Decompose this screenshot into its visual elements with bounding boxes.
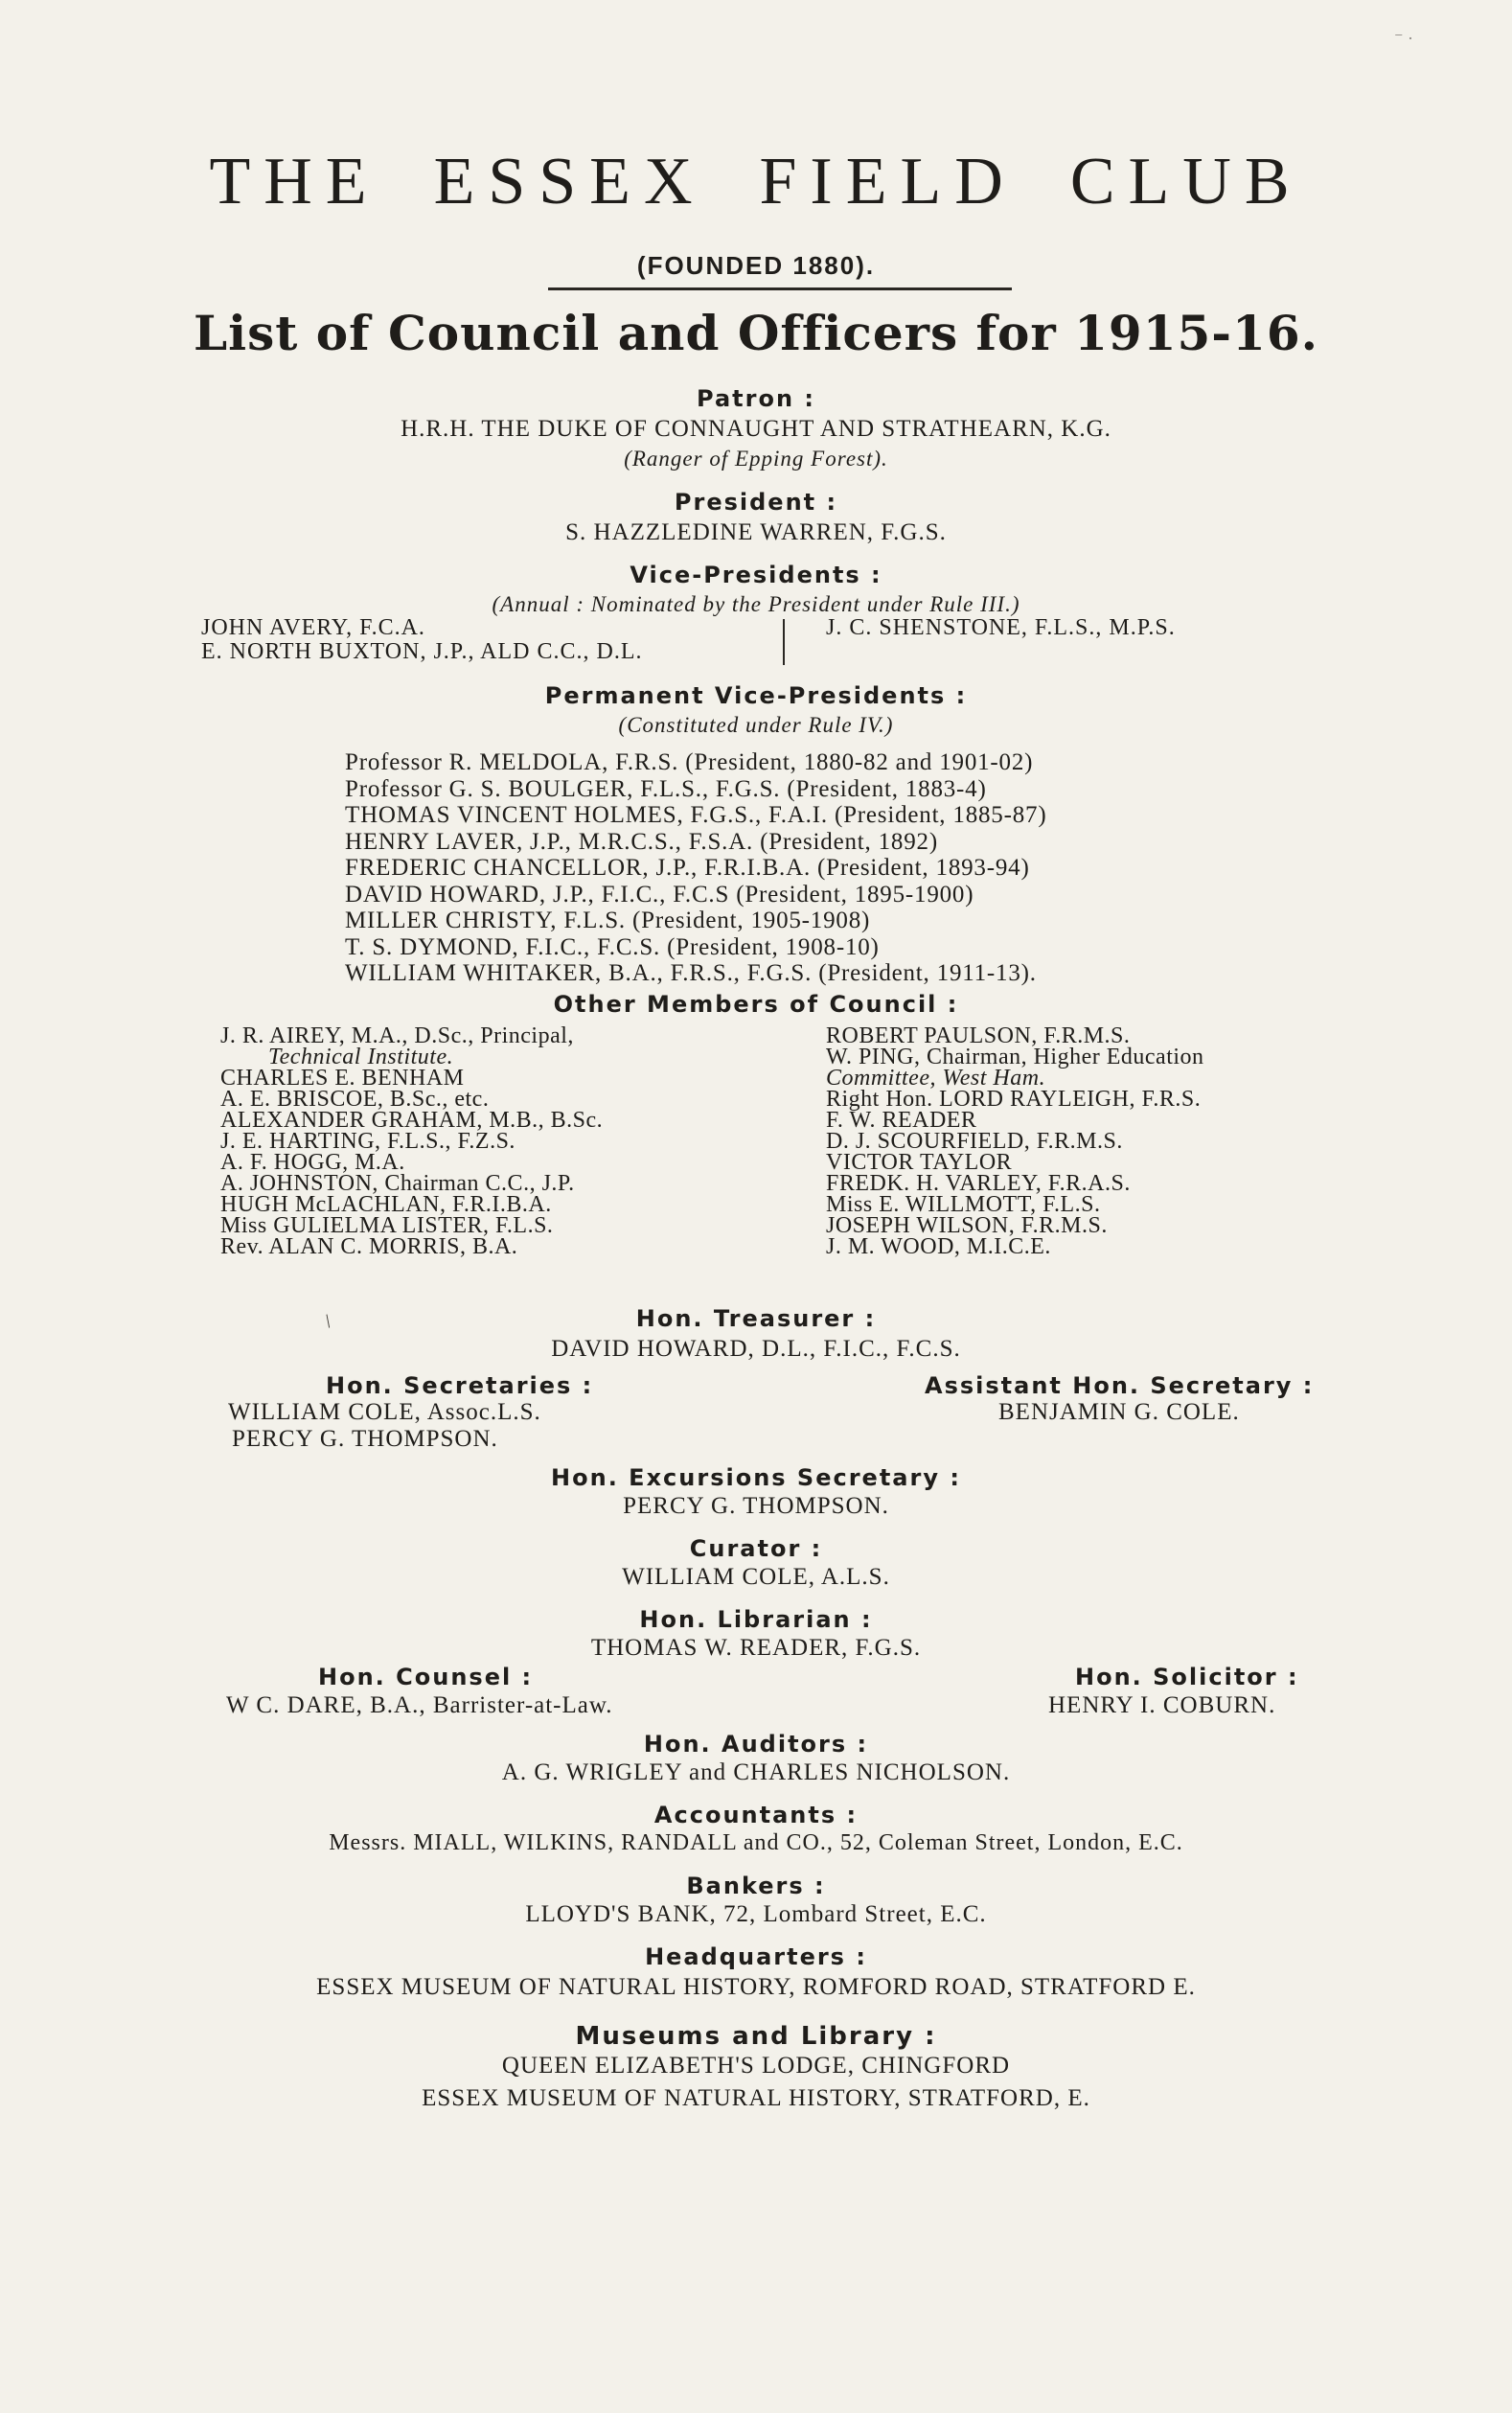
list-item: FREDK. H. VARLEY, F.R.A.S. bbox=[826, 1171, 1131, 1196]
founded-line: (FOUNDED 1880). bbox=[636, 251, 876, 280]
solicitor-name: HENRY I. COBURN. bbox=[1048, 1692, 1276, 1718]
secretary-name: PERCY G. THOMPSON. bbox=[232, 1426, 498, 1452]
counsel-heading: Hon. Counsel : bbox=[318, 1664, 534, 1690]
museum-name: ESSEX MUSEUM OF NATURAL HISTORY, STRATFORD, E. bbox=[422, 2085, 1090, 2111]
solicitor-heading: Hon. Solicitor : bbox=[1075, 1664, 1299, 1690]
list-item: Miss E. WILLMOTT, F.L.S. bbox=[826, 1192, 1101, 1217]
list-item: J. R. AIREY, M.A., D.Sc., Principal, bbox=[220, 1023, 574, 1048]
list-subtitle: List of Council and Officers for 1915-16. bbox=[193, 305, 1319, 361]
curator-heading: Curator : bbox=[689, 1535, 823, 1562]
list-item: VICTOR TAYLOR bbox=[826, 1150, 1013, 1175]
other-members-left bbox=[220, 1023, 604, 1259]
bankers-heading: Bankers : bbox=[686, 1873, 826, 1899]
permanent-vp-heading: Permanent Vice-Presidents : bbox=[544, 682, 968, 709]
title-divider bbox=[548, 287, 1012, 290]
vice-president-left: E. NORTH BUXTON, J.P., ALD C.C., D.L. bbox=[201, 639, 643, 664]
museums-heading: Museums and Library : bbox=[575, 2022, 937, 2051]
excursions-heading: Hon. Excursions Secretary : bbox=[551, 1464, 961, 1491]
list-item: DAVID HOWARD, J.P., F.I.C., F.C.S (President, 1895-1900) bbox=[345, 881, 974, 908]
vice-presidents-heading: Vice-Presidents : bbox=[630, 562, 882, 588]
assistant-secretary-heading: Assistant Hon. Secretary : bbox=[925, 1372, 1315, 1399]
list-item: F. W. READER bbox=[826, 1108, 977, 1133]
headquarters-name: ESSEX MUSEUM OF NATURAL HISTORY, ROMFORD ROAD, STRATFORD E. bbox=[316, 1974, 1196, 2000]
treasurer-name: DAVID HOWARD, D.L., F.I.C., F.C.S. bbox=[551, 1336, 961, 1362]
vice-president-left: JOHN AVERY, F.C.A. bbox=[201, 615, 425, 640]
list-item: MILLER CHRISTY, F.L.S. (President, 1905-1908) bbox=[345, 908, 871, 933]
bankers-name: LLOYD'S BANK, 72, Lombard Street, E.C. bbox=[525, 1901, 987, 1927]
vice-president-right: J. C. SHENSTONE, F.L.S., M.P.S. bbox=[826, 615, 1176, 640]
pen-mark: / bbox=[320, 1311, 336, 1332]
title-word: CLUB bbox=[1069, 145, 1303, 218]
patron-heading: Patron : bbox=[697, 385, 815, 412]
list-item: J. E. HARTING, F.L.S., F.Z.S. bbox=[220, 1129, 515, 1154]
president-heading: President : bbox=[674, 489, 838, 516]
list-item: W. PING, Chairman, Higher Education bbox=[826, 1045, 1204, 1069]
list-item: HUGH McLACHLAN, F.R.I.B.A. bbox=[220, 1192, 552, 1217]
list-item: D. J. SCOURFIELD, F.R.M.S. bbox=[826, 1129, 1123, 1154]
treasurer-heading: Hon. Treasurer : bbox=[635, 1305, 877, 1332]
counsel-name-text: W C. DARE, B.A., Barrister-at-Law. bbox=[226, 1692, 613, 1718]
page-title bbox=[0, 144, 1512, 220]
museum-name: QUEEN ELIZABETH'S LODGE, CHINGFORD bbox=[501, 2053, 1011, 2079]
list-item: Miss GULIELMA LISTER, F.L.S. bbox=[220, 1213, 554, 1238]
accountants-heading: Accountants : bbox=[653, 1802, 859, 1828]
list-item: Right Hon. LORD RAYLEIGH, F.R.S. bbox=[826, 1087, 1202, 1112]
librarian-name: THOMAS W. READER, F.G.S. bbox=[590, 1635, 922, 1661]
list-item: THOMAS VINCENT HOLMES, F.G.S., F.A.I. (President, 1885-87) bbox=[345, 802, 1047, 828]
patron-name: H.R.H. THE DUKE OF CONNAUGHT AND STRATHEARN, K.G. bbox=[401, 416, 1111, 442]
corner-mark: ⁻ · bbox=[1394, 29, 1413, 48]
auditors-name: A. G. WRIGLEY and CHARLES NICHOLSON. bbox=[501, 1759, 1011, 1785]
column-divider bbox=[783, 619, 785, 665]
list-item: J. M. WOOD, M.I.C.E. bbox=[826, 1234, 1051, 1259]
librarian-heading: Hon. Librarian : bbox=[639, 1606, 873, 1633]
permanent-vp-list bbox=[345, 749, 1046, 987]
list-item: Professor R. MELDOLA, F.R.S. (President, 1880-82 and 1901-02) bbox=[345, 749, 1034, 775]
other-members-right bbox=[826, 1023, 1204, 1259]
list-item: HENRY LAVER, J.P., M.R.C.S., F.S.A. (President, 1892) bbox=[345, 828, 938, 855]
president-name: S. HAZZLEDINE WARREN, F.G.S. bbox=[565, 519, 947, 545]
list-item: JOSEPH WILSON, F.R.M.S. bbox=[826, 1213, 1108, 1238]
auditors-heading: Hon. Auditors : bbox=[643, 1731, 869, 1758]
list-item: Rev. ALAN C. MORRIS, B.A. bbox=[220, 1234, 518, 1259]
list-item: ALEXANDER GRAHAM, M.B., B.Sc. bbox=[220, 1108, 604, 1133]
list-item: CHARLES E. BENHAM bbox=[220, 1066, 465, 1091]
curator-name: WILLIAM COLE, A.L.S. bbox=[622, 1564, 890, 1590]
permanent-vp-note: (Constituted under Rule IV.) bbox=[618, 713, 894, 737]
vice-presidents-note: (Annual : Nominated by the President under Rule III.) bbox=[492, 592, 1020, 616]
counsel-name bbox=[226, 1692, 613, 1719]
excursions-name: PERCY G. THOMPSON. bbox=[623, 1493, 889, 1519]
list-item: A. E. BRISCOE, B.Sc., etc. bbox=[220, 1087, 490, 1112]
list-item: Professor G. S. BOULGER, F.L.S., F.G.S. (President, 1883-4) bbox=[345, 775, 987, 802]
headquarters-heading: Headquarters : bbox=[645, 1943, 867, 1970]
patron-note: (Ranger of Epping Forest). bbox=[624, 447, 888, 471]
list-item: FREDERIC CHANCELLOR, J.P., F.R.I.B.A. (President, 1893-94) bbox=[345, 855, 1030, 881]
secretary-name: WILLIAM COLE, Assoc.L.S. bbox=[228, 1399, 541, 1425]
other-members-heading: Other Members of Council : bbox=[553, 991, 959, 1018]
title-word: FIELD bbox=[759, 145, 1017, 218]
list-item: ROBERT PAULSON, F.R.M.S. bbox=[826, 1023, 1131, 1048]
list-item: Committee, West Ham. bbox=[826, 1066, 1046, 1091]
list-item: A. F. HOGG, M.A. bbox=[220, 1150, 405, 1175]
assistant-secretary-name: BENJAMIN G. COLE. bbox=[998, 1399, 1240, 1425]
accountants-name: Messrs. MIALL, WILKINS, RANDALL and CO., 52, Coleman Street, London, E.C. bbox=[329, 1830, 1183, 1855]
list-item: WILLIAM WHITAKER, B.A., F.R.S., F.G.S. (President, 1911-13). bbox=[345, 960, 1037, 986]
title-word: ESSEX bbox=[433, 145, 706, 218]
list-item: T. S. DYMOND, F.I.C., F.C.S. (President, 1908-10) bbox=[345, 933, 880, 960]
title-word: THE bbox=[209, 145, 380, 218]
secretaries-heading: Hon. Secretaries : bbox=[326, 1372, 594, 1399]
list-item: Technical Institute. bbox=[268, 1045, 454, 1069]
list-item: A. JOHNSTON, Chairman C.C., J.P. bbox=[220, 1171, 575, 1196]
